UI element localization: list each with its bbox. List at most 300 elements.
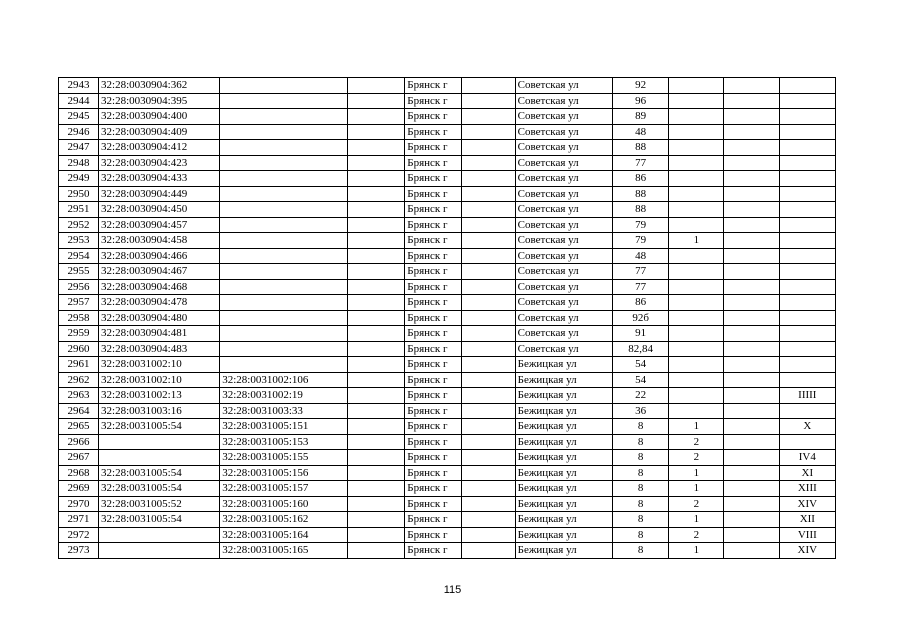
cell-row-number: 2954 — [59, 248, 99, 264]
cell-house-number: 92 — [613, 78, 669, 94]
table-body — [59, 78, 836, 559]
cell-premise — [779, 372, 835, 388]
cell-cadastral-number-2: 32:28:0031005:153 — [220, 434, 348, 450]
cell-empty-col-6 — [461, 264, 515, 280]
cell-house-number: 48 — [613, 124, 669, 140]
cell-row-number: 2971 — [59, 512, 99, 528]
cell-city: Брянск г — [405, 388, 461, 404]
cell-building: 1 — [669, 512, 724, 528]
table-row — [59, 434, 836, 450]
cell-house-number: 77 — [613, 155, 669, 171]
cell-building: 2 — [669, 496, 724, 512]
cell-row-number: 2972 — [59, 527, 99, 543]
cell-city: Брянск г — [405, 233, 461, 249]
cell-cadastral-number: 32:28:0031005:54 — [99, 481, 220, 497]
cell-city: Брянск г — [405, 372, 461, 388]
cell-premise — [779, 264, 835, 280]
cell-empty-col-10 — [724, 403, 779, 419]
cell-premise — [779, 109, 835, 125]
cell-empty-col-10 — [724, 78, 779, 94]
cell-street: Советская ул — [515, 140, 612, 156]
cell-house-number: 79 — [613, 217, 669, 233]
table-row — [59, 140, 836, 156]
cell-empty-col-6 — [461, 310, 515, 326]
cell-row-number: 2968 — [59, 465, 99, 481]
table-row — [59, 78, 836, 94]
cell-street: Бежицкая ул — [515, 496, 612, 512]
cell-building — [669, 124, 724, 140]
cell-house-number: 92б — [613, 310, 669, 326]
cell-cadastral-number: 32:28:0030904:395 — [99, 93, 220, 109]
cell-building — [669, 357, 724, 373]
cell-empty-col-4 — [347, 140, 404, 156]
cell-building: 2 — [669, 450, 724, 466]
cell-empty-col-10 — [724, 450, 779, 466]
cell-empty-col-4 — [347, 326, 404, 342]
cell-cadastral-number: 32:28:0030904:466 — [99, 248, 220, 264]
cell-house-number: 89 — [613, 109, 669, 125]
cell-cadastral-number: 32:28:0030904:483 — [99, 341, 220, 357]
cell-cadastral-number-2 — [220, 248, 348, 264]
cell-building — [669, 279, 724, 295]
cell-empty-col-4 — [347, 264, 404, 280]
cell-cadastral-number: 32:28:0030904:458 — [99, 233, 220, 249]
cell-city: Брянск г — [405, 295, 461, 311]
cell-building — [669, 310, 724, 326]
cell-empty-col-6 — [461, 279, 515, 295]
cell-empty-col-4 — [347, 481, 404, 497]
cell-empty-col-6 — [461, 481, 515, 497]
cell-building — [669, 109, 724, 125]
cell-street: Советская ул — [515, 155, 612, 171]
cell-premise: X — [779, 419, 835, 435]
cell-building: 2 — [669, 527, 724, 543]
cell-empty-col-10 — [724, 248, 779, 264]
cell-street: Бежицкая ул — [515, 450, 612, 466]
cell-empty-col-4 — [347, 279, 404, 295]
cell-house-number: 96 — [613, 93, 669, 109]
cell-empty-col-4 — [347, 155, 404, 171]
cell-city: Брянск г — [405, 450, 461, 466]
cell-empty-col-6 — [461, 202, 515, 218]
cell-premise: XIV — [779, 496, 835, 512]
cell-cadastral-number-2 — [220, 171, 348, 187]
cell-house-number: 79 — [613, 233, 669, 249]
cell-cadastral-number-2 — [220, 109, 348, 125]
cell-empty-col-10 — [724, 326, 779, 342]
cell-house-number: 86 — [613, 171, 669, 187]
cell-cadastral-number-2 — [220, 93, 348, 109]
cell-empty-col-6 — [461, 248, 515, 264]
cell-city: Брянск г — [405, 279, 461, 295]
cell-house-number: 88 — [613, 202, 669, 218]
cell-empty-col-10 — [724, 496, 779, 512]
cell-city: Брянск г — [405, 310, 461, 326]
table-row — [59, 543, 836, 559]
cell-cadastral-number: 32:28:0031002:10 — [99, 372, 220, 388]
cell-cadastral-number: 32:28:0031005:54 — [99, 512, 220, 528]
cell-row-number: 2970 — [59, 496, 99, 512]
cell-premise — [779, 171, 835, 187]
cell-empty-col-4 — [347, 248, 404, 264]
cell-empty-col-4 — [347, 434, 404, 450]
cell-city: Брянск г — [405, 357, 461, 373]
cell-city: Брянск г — [405, 527, 461, 543]
cell-cadastral-number-2: 32:28:0031003:33 — [220, 403, 348, 419]
cell-empty-col-6 — [461, 543, 515, 559]
cell-empty-col-6 — [461, 388, 515, 404]
cell-street: Советская ул — [515, 264, 612, 280]
cell-empty-col-6 — [461, 155, 515, 171]
cell-cadastral-number: 32:28:0030904:409 — [99, 124, 220, 140]
cell-cadastral-number — [99, 543, 220, 559]
cell-street: Бежицкая ул — [515, 434, 612, 450]
cell-cadastral-number: 32:28:0030904:400 — [99, 109, 220, 125]
cell-building — [669, 326, 724, 342]
cell-row-number: 2948 — [59, 155, 99, 171]
cell-house-number: 8 — [613, 543, 669, 559]
cell-building — [669, 155, 724, 171]
cell-house-number: 54 — [613, 372, 669, 388]
cell-building — [669, 372, 724, 388]
cell-empty-col-4 — [347, 233, 404, 249]
cell-city: Брянск г — [405, 217, 461, 233]
cell-empty-col-4 — [347, 543, 404, 559]
cell-house-number: 77 — [613, 264, 669, 280]
cell-row-number: 2962 — [59, 372, 99, 388]
table-row — [59, 326, 836, 342]
table-row — [59, 465, 836, 481]
cell-empty-col-6 — [461, 140, 515, 156]
cell-house-number: 77 — [613, 279, 669, 295]
cell-cadastral-number: 32:28:0030904:412 — [99, 140, 220, 156]
cell-empty-col-4 — [347, 388, 404, 404]
cell-empty-col-10 — [724, 295, 779, 311]
cell-cadastral-number: 32:28:0030904:423 — [99, 155, 220, 171]
cell-street: Советская ул — [515, 186, 612, 202]
cell-house-number: 54 — [613, 357, 669, 373]
cell-cadastral-number-2 — [220, 295, 348, 311]
cell-cadastral-number-2: 32:28:0031005:156 — [220, 465, 348, 481]
cell-empty-col-4 — [347, 171, 404, 187]
cell-street: Советская ул — [515, 279, 612, 295]
cell-street: Советская ул — [515, 341, 612, 357]
cell-house-number: 8 — [613, 527, 669, 543]
cell-empty-col-10 — [724, 109, 779, 125]
cell-city: Брянск г — [405, 481, 461, 497]
cell-empty-col-4 — [347, 341, 404, 357]
cell-building — [669, 264, 724, 280]
cell-row-number: 2957 — [59, 295, 99, 311]
cell-row-number: 2953 — [59, 233, 99, 249]
cell-street: Бежицкая ул — [515, 357, 612, 373]
cell-empty-col-4 — [347, 527, 404, 543]
table-row — [59, 279, 836, 295]
cell-empty-col-6 — [461, 496, 515, 512]
cell-cadastral-number-2 — [220, 341, 348, 357]
cell-building — [669, 171, 724, 187]
cell-building — [669, 202, 724, 218]
cell-house-number: 48 — [613, 248, 669, 264]
cell-premise — [779, 217, 835, 233]
cell-cadastral-number: 32:28:0030904:457 — [99, 217, 220, 233]
table-row — [59, 217, 836, 233]
page-number: 115 — [443, 584, 462, 596]
cell-building: 1 — [669, 233, 724, 249]
cell-row-number: 2946 — [59, 124, 99, 140]
cell-street: Советская ул — [515, 78, 612, 94]
cell-premise — [779, 279, 835, 295]
cell-empty-col-4 — [347, 217, 404, 233]
cell-city: Брянск г — [405, 171, 461, 187]
cell-row-number: 2969 — [59, 481, 99, 497]
cell-empty-col-10 — [724, 186, 779, 202]
cell-empty-col-6 — [461, 186, 515, 202]
cell-cadastral-number-2: 32:28:0031005:164 — [220, 527, 348, 543]
cell-house-number: 8 — [613, 450, 669, 466]
cell-empty-col-4 — [347, 450, 404, 466]
cell-cadastral-number-2 — [220, 357, 348, 373]
table-row — [59, 527, 836, 543]
cell-street: Бежицкая ул — [515, 465, 612, 481]
table-row — [59, 388, 836, 404]
cell-empty-col-10 — [724, 527, 779, 543]
cell-cadastral-number-2 — [220, 279, 348, 295]
cell-street: Советская ул — [515, 233, 612, 249]
cell-building — [669, 93, 724, 109]
cell-empty-col-4 — [347, 465, 404, 481]
cell-row-number: 2966 — [59, 434, 99, 450]
table-row — [59, 93, 836, 109]
cell-empty-col-4 — [347, 109, 404, 125]
cell-premise: XII — [779, 512, 835, 528]
cell-city: Брянск г — [405, 465, 461, 481]
cell-empty-col-6 — [461, 295, 515, 311]
cell-premise — [779, 186, 835, 202]
table-row — [59, 295, 836, 311]
cell-house-number: 22 — [613, 388, 669, 404]
cell-cadastral-number: 32:28:0031003:16 — [99, 403, 220, 419]
cell-cadastral-number-2 — [220, 155, 348, 171]
cell-cadastral-number-2 — [220, 124, 348, 140]
cell-house-number: 36 — [613, 403, 669, 419]
table-row — [59, 450, 836, 466]
cell-street: Советская ул — [515, 248, 612, 264]
cell-cadastral-number: 32:28:0030904:467 — [99, 264, 220, 280]
cell-city: Брянск г — [405, 403, 461, 419]
cell-city: Брянск г — [405, 248, 461, 264]
cell-empty-col-10 — [724, 124, 779, 140]
cell-street: Бежицкая ул — [515, 512, 612, 528]
cell-street: Советская ул — [515, 93, 612, 109]
table-row — [59, 512, 836, 528]
cell-city: Брянск г — [405, 543, 461, 559]
cell-city: Брянск г — [405, 326, 461, 342]
cell-house-number: 8 — [613, 465, 669, 481]
cell-empty-col-10 — [724, 140, 779, 156]
cell-building — [669, 341, 724, 357]
cell-cadastral-number-2: 32:28:0031005:165 — [220, 543, 348, 559]
cell-row-number: 2955 — [59, 264, 99, 280]
cell-empty-col-10 — [724, 279, 779, 295]
cell-street: Бежицкая ул — [515, 388, 612, 404]
cell-premise — [779, 124, 835, 140]
cell-empty-col-10 — [724, 310, 779, 326]
cell-premise — [779, 357, 835, 373]
cell-empty-col-6 — [461, 93, 515, 109]
table-row — [59, 124, 836, 140]
cell-row-number: 2965 — [59, 419, 99, 435]
cell-building: 1 — [669, 481, 724, 497]
cell-empty-col-4 — [347, 93, 404, 109]
cell-row-number: 2956 — [59, 279, 99, 295]
cell-cadastral-number: 32:28:0030904:362 — [99, 78, 220, 94]
table-row — [59, 171, 836, 187]
cell-row-number: 2943 — [59, 78, 99, 94]
cell-empty-col-10 — [724, 171, 779, 187]
cell-premise — [779, 78, 835, 94]
cell-premise: XIV — [779, 543, 835, 559]
cell-empty-col-4 — [347, 403, 404, 419]
cell-street: Советская ул — [515, 217, 612, 233]
table-row — [59, 109, 836, 125]
cell-empty-col-10 — [724, 217, 779, 233]
cell-cadastral-number: 32:28:0030904:480 — [99, 310, 220, 326]
address-register-table — [58, 77, 836, 559]
cell-row-number: 2950 — [59, 186, 99, 202]
cell-building: 2 — [669, 434, 724, 450]
cell-empty-col-10 — [724, 543, 779, 559]
cell-empty-col-4 — [347, 357, 404, 373]
cell-row-number: 2963 — [59, 388, 99, 404]
cell-empty-col-6 — [461, 233, 515, 249]
cell-cadastral-number: 32:28:0030904:449 — [99, 186, 220, 202]
cell-empty-col-10 — [724, 434, 779, 450]
cell-premise: XIII — [779, 481, 835, 497]
cell-cadastral-number: 32:28:0030904:478 — [99, 295, 220, 311]
cell-cadastral-number-2 — [220, 186, 348, 202]
cell-premise — [779, 140, 835, 156]
cell-building — [669, 217, 724, 233]
cell-premise — [779, 202, 835, 218]
cell-street: Бежицкая ул — [515, 543, 612, 559]
cell-house-number: 8 — [613, 496, 669, 512]
cell-premise — [779, 248, 835, 264]
cell-cadastral-number-2: 32:28:0031005:155 — [220, 450, 348, 466]
table-row — [59, 264, 836, 280]
cell-cadastral-number — [99, 450, 220, 466]
cell-cadastral-number: 32:28:0031002:10 — [99, 357, 220, 373]
cell-empty-col-6 — [461, 450, 515, 466]
cell-cadastral-number-2 — [220, 217, 348, 233]
cell-cadastral-number: 32:28:0030904:468 — [99, 279, 220, 295]
cell-cadastral-number-2 — [220, 202, 348, 218]
cell-city: Брянск г — [405, 155, 461, 171]
cell-premise — [779, 295, 835, 311]
cell-city: Брянск г — [405, 341, 461, 357]
cell-row-number: 2973 — [59, 543, 99, 559]
cell-empty-col-6 — [461, 217, 515, 233]
cell-row-number: 2958 — [59, 310, 99, 326]
cell-cadastral-number: 32:28:0031005:54 — [99, 419, 220, 435]
table-row — [59, 403, 836, 419]
cell-city: Брянск г — [405, 140, 461, 156]
cell-street: Бежицкая ул — [515, 481, 612, 497]
table-row — [59, 481, 836, 497]
cell-street: Советская ул — [515, 310, 612, 326]
cell-empty-col-4 — [347, 78, 404, 94]
cell-empty-col-10 — [724, 264, 779, 280]
cell-cadastral-number: 32:28:0030904:481 — [99, 326, 220, 342]
cell-row-number: 2944 — [59, 93, 99, 109]
cell-city: Брянск г — [405, 124, 461, 140]
cell-cadastral-number: 32:28:0030904:433 — [99, 171, 220, 187]
cell-building: 1 — [669, 465, 724, 481]
cell-empty-col-10 — [724, 465, 779, 481]
cell-empty-col-6 — [461, 527, 515, 543]
cell-city: Брянск г — [405, 496, 461, 512]
cell-house-number: 88 — [613, 140, 669, 156]
cell-premise — [779, 310, 835, 326]
cell-cadastral-number-2: 32:28:0031005:162 — [220, 512, 348, 528]
cell-empty-col-6 — [461, 403, 515, 419]
cell-building — [669, 140, 724, 156]
cell-city: Брянск г — [405, 419, 461, 435]
cell-street: Советская ул — [515, 295, 612, 311]
cell-house-number: 86 — [613, 295, 669, 311]
cell-empty-col-6 — [461, 78, 515, 94]
cell-empty-col-10 — [724, 357, 779, 373]
cell-building — [669, 388, 724, 404]
cell-house-number: 88 — [613, 186, 669, 202]
cell-cadastral-number-2 — [220, 140, 348, 156]
cell-cadastral-number-2 — [220, 310, 348, 326]
cell-building: 1 — [669, 419, 724, 435]
cell-cadastral-number-2 — [220, 78, 348, 94]
cell-city: Брянск г — [405, 186, 461, 202]
cell-cadastral-number-2 — [220, 326, 348, 342]
cell-row-number: 2949 — [59, 171, 99, 187]
cell-premise — [779, 93, 835, 109]
cell-empty-col-4 — [347, 372, 404, 388]
cell-empty-col-4 — [347, 295, 404, 311]
cell-house-number: 8 — [613, 481, 669, 497]
table-row — [59, 310, 836, 326]
cell-empty-col-4 — [347, 512, 404, 528]
cell-premise — [779, 326, 835, 342]
cell-house-number: 82,84 — [613, 341, 669, 357]
cell-city: Брянск г — [405, 78, 461, 94]
cell-empty-col-6 — [461, 326, 515, 342]
table-row — [59, 357, 836, 373]
cell-premise — [779, 155, 835, 171]
cell-cadastral-number-2: 32:28:0031005:151 — [220, 419, 348, 435]
cell-house-number: 8 — [613, 419, 669, 435]
cell-cadastral-number-2: 32:28:0031002:106 — [220, 372, 348, 388]
cell-empty-col-10 — [724, 419, 779, 435]
cell-cadastral-number-2: 32:28:0031002:19 — [220, 388, 348, 404]
cell-empty-col-4 — [347, 124, 404, 140]
cell-empty-col-6 — [461, 171, 515, 187]
cell-premise: VIII — [779, 527, 835, 543]
cell-street: Советская ул — [515, 326, 612, 342]
cell-street: Бежицкая ул — [515, 419, 612, 435]
cell-house-number: 8 — [613, 512, 669, 528]
cell-empty-col-6 — [461, 372, 515, 388]
cell-city: Брянск г — [405, 93, 461, 109]
cell-row-number: 2945 — [59, 109, 99, 125]
table-row — [59, 372, 836, 388]
